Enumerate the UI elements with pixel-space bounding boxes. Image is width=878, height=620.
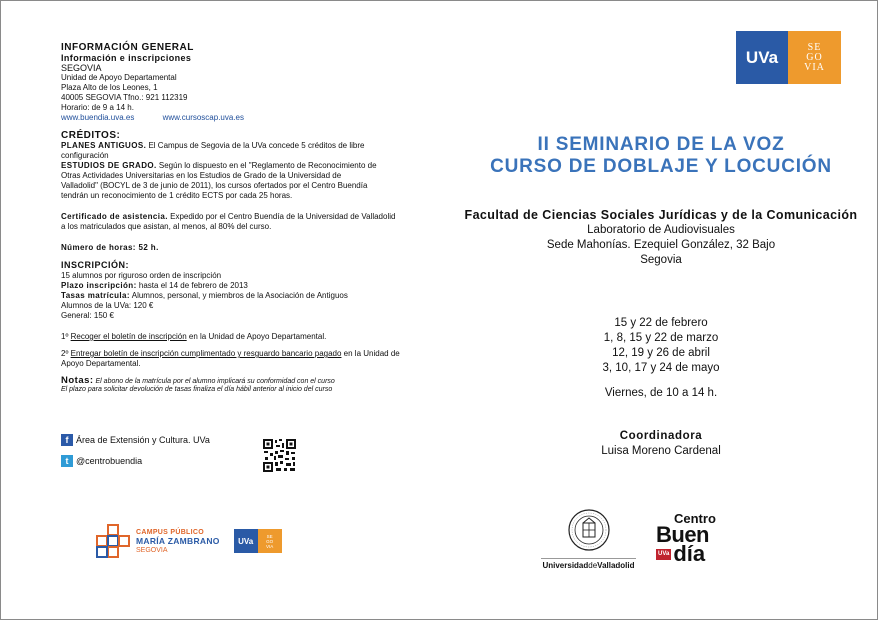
twitter-row[interactable] [61, 455, 142, 467]
qr-code-icon [263, 439, 296, 472]
insc-line: 15 alumnos por riguroso orden de inscripción [61, 271, 222, 280]
segovia-letters: SE [266, 533, 273, 539]
coordinator-label: Coordinadora [619, 430, 703, 442]
venue-city: Segovia [640, 254, 682, 266]
campus-line-1: CAMPUS PÚBLICO [136, 528, 204, 536]
links-row [61, 113, 401, 123]
step-1-link[interactable]: Recoger el boletín de inscripción [70, 332, 187, 341]
plazo-label: Plazo inscripción: [61, 281, 137, 290]
info-column [61, 42, 401, 394]
tasas-text: Alumnos, personal, y miembros de la Asociación de Antiguos Alumnos de la UVa: 120 € [61, 291, 348, 310]
twitter-icon[interactable]: t [61, 455, 73, 467]
notas-text-1: El abono de la matrícula por el alumno implicará su conformidad con el curso [93, 378, 335, 385]
lab-name: Laboratorio de Audiovisuales [587, 224, 735, 236]
valladolid-logo [541, 509, 636, 570]
title-line-1: II SEMINARIO DE LA VOZ [537, 134, 785, 155]
valladolid-name-a: Universidad [542, 561, 589, 570]
campus-logo [96, 524, 282, 558]
campus-logo-icon [96, 524, 130, 558]
campus-text [136, 528, 220, 555]
uva-logo-text: UVa [736, 31, 788, 84]
centro-buendia-logo [656, 511, 731, 567]
notas-text-2: El plazo para solicitar devolución de tasas finaliza el día hábil anterior al inicio del curso [61, 386, 333, 393]
title-line-2: CURSO DE DOBLAJE Y LOCUCIÓN [490, 156, 832, 177]
step-2-link[interactable]: Entregar boletín de inscripción cumplimentado y resguardo bancario pagado [70, 349, 342, 358]
buendia-link[interactable]: www.buendia.uva.es [61, 113, 135, 122]
date-line: 1, 8, 15 y 22 de marzo [603, 332, 719, 344]
general-price: General: 150 € [61, 311, 114, 320]
inscripcion-heading: INSCRIPCIÓN: [61, 260, 130, 270]
facebook-icon[interactable]: f [61, 434, 73, 446]
uva-mini-text: UVa [234, 529, 258, 553]
step-2-num: 2º [61, 349, 69, 358]
horas-label: Número de horas: 52 h. [61, 243, 159, 252]
valladolid-name-c: Valladolid [597, 561, 635, 570]
address-line: Plaza Alto de los Leones, 1 [61, 83, 158, 92]
coordinator-block [461, 429, 861, 459]
segovia-letters: GO [806, 51, 823, 63]
date-line: 12, 19 y 26 de abril [612, 347, 710, 359]
buendia-dia: día [673, 541, 706, 567]
dates-block [461, 316, 861, 376]
step-2 [61, 349, 401, 369]
segovia-letters: VIA [266, 543, 274, 549]
plazo-line [61, 281, 401, 291]
planes-label: PLANES ANTIGUOS. [61, 141, 147, 150]
venue-block [451, 208, 871, 268]
planes-text: El Campus de Segovia de la UVa concede 5 créditos de libre configuración [61, 141, 365, 160]
buendia-uva-badge: UVa [656, 549, 671, 560]
segovia-letters: SE [807, 41, 822, 53]
valladolid-name [541, 558, 636, 570]
date-line: 3, 10, 17 y 24 de mayo [602, 362, 720, 374]
buendia-buen: Buen [656, 521, 709, 547]
step-1 [61, 332, 401, 342]
cursoscap-link[interactable]: www.cursoscap.uva.es [162, 113, 244, 122]
address-line: Horario: de 9 a 14 h. [61, 103, 134, 112]
address-line: Unidad de Apoyo Departamental [61, 73, 177, 82]
sede-address: Sede Mahonías. Ezequiel González, 32 Bajo [546, 239, 776, 251]
coordinator-name: Luisa Moreno Cardenal [601, 445, 721, 457]
info-city: SEGOVIA [61, 63, 102, 73]
uva-segovia-logo [736, 31, 841, 84]
planes-antiguos [61, 141, 401, 161]
facebook-row[interactable] [61, 434, 210, 446]
info-heading: INFORMACIÓN GENERAL [61, 42, 194, 53]
schedule: Viernes, de 10 a 14 h. [604, 387, 718, 399]
buendia-dia-row [656, 541, 731, 567]
segovia-logo-text [788, 31, 841, 84]
step-1-num: 1º [61, 332, 69, 341]
segovia-letters: GO [266, 538, 274, 544]
grado-text: Según lo dispuesto en el "Reglamento de Reconocimiento de Otras Actividades Universitarias en los Estudios de Grado de la Universidad de Valladolid" (BOCYL de 3 de junio de 2011), los cursos ofertados por el Centro Buendía tendrán un reconocimiento de 1 crédito ECTS por cada 25 horas. [61, 161, 377, 200]
creditos-heading: CRÉDITOS: [61, 130, 121, 141]
valladolid-name-b: de [588, 561, 598, 570]
facebook-text[interactable]: Área de Extensión y Cultura. UVa [76, 435, 210, 445]
twitter-text[interactable]: @centrobuendia [76, 456, 143, 466]
tasas-label: Tasas matrícula: [61, 291, 130, 300]
university-seal-icon [568, 509, 610, 551]
tasas-line [61, 291, 361, 311]
notas-label: Notas: [61, 375, 94, 386]
campus-line-2: MARÍA ZAMBRANO [136, 535, 220, 546]
estudios-grado [61, 161, 379, 201]
date-line: 15 y 22 de febrero [614, 317, 708, 329]
cert-label: Certificado de asistencia. [61, 212, 168, 221]
info-subheading: Información e inscripciones [61, 53, 192, 63]
faculty-name: Facultad de Ciencias Sociales Jurídicas y de la Comunicación [464, 208, 858, 222]
uva-mini-segovia [258, 529, 282, 553]
plazo-text: hasta el 14 de febrero de 2013 [136, 281, 248, 290]
uva-mini-logo [234, 529, 282, 553]
campus-line-3: SEGOVIA [136, 546, 168, 554]
notas [61, 376, 401, 386]
grado-label: ESTUDIOS DE GRADO. [61, 161, 157, 170]
certificado [61, 212, 396, 232]
address-line: 40005 SEGOVIA Tfno.: 921 112319 [61, 93, 188, 102]
cert-text: Expedido por el Centro Buendía de la Universidad de Valladolid a los matriculados que asistan, al menos, al 80% del curso. [61, 212, 396, 231]
buendia-centro: Centro [674, 511, 716, 526]
step-2-rest: en la Unidad de Apoyo Departamental. [61, 349, 400, 368]
segovia-letters: VIA [804, 61, 825, 73]
step-1-rest: en la Unidad de Apoyo Departamental. [186, 332, 327, 341]
